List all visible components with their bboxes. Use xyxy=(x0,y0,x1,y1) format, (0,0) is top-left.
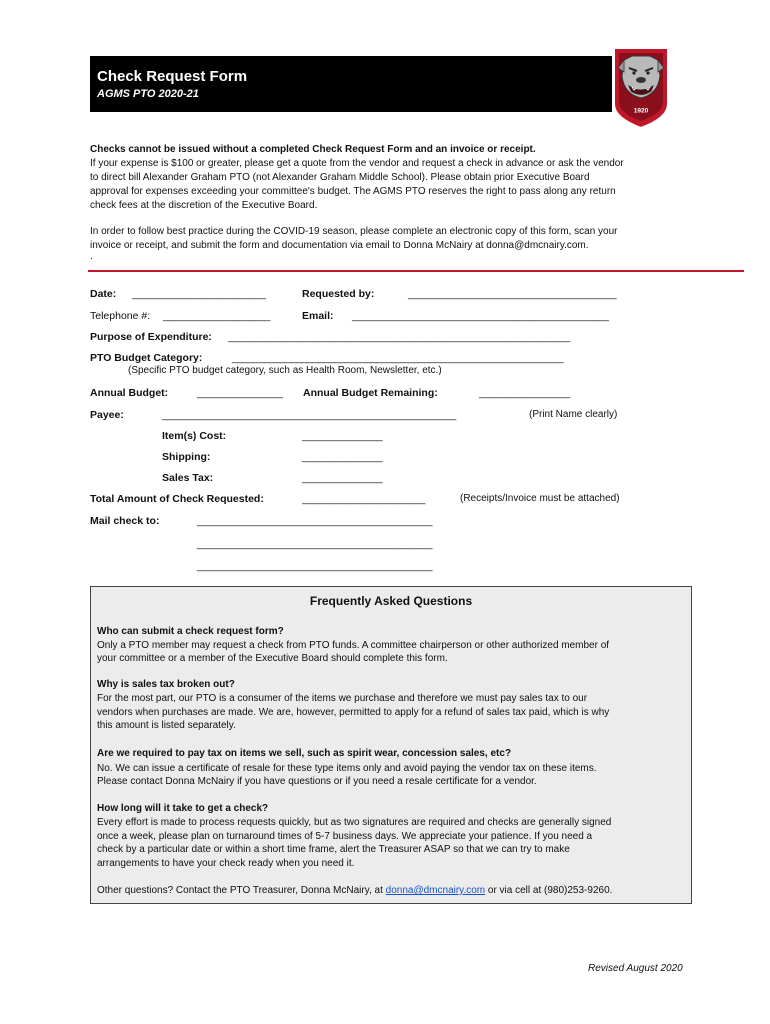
telephone-field[interactable]: ____________________ xyxy=(163,310,270,322)
faq-answer: vendors when purchases are made. We are, however, permitted to apply for a refund of sales tax paid, which is why xyxy=(97,707,610,718)
divider-rule xyxy=(88,270,744,272)
intro-line: check fees at the discretion of the Executive Board. xyxy=(90,200,318,211)
faq-answer: this amount is listed separately. xyxy=(97,720,236,731)
requested-by-field[interactable]: _______________________________________ xyxy=(408,288,617,300)
covid-line: In order to follow best practice during the COVID-19 season, please complete an electronic copy of this form, scan your xyxy=(90,226,618,237)
intro-line: approval for expenses exceeding your committee's budget. The AGMS PTO reserves the right to pass along any return xyxy=(90,186,616,197)
faq-answer: check by a particular date or within a short time frame, alert the Treasurer ASAP so that we can try to make xyxy=(97,844,570,855)
purpose-field[interactable]: ________________________________________________________________ xyxy=(228,331,570,343)
contact-text-after: or via cell at (980)253-9260. xyxy=(485,885,613,896)
requested-by-label: Requested by: xyxy=(302,288,375,300)
payee-label: Payee: xyxy=(90,409,124,421)
mail-field-line-1[interactable]: ____________________________________________ xyxy=(197,515,432,527)
form-title: Check Request Form xyxy=(97,68,248,85)
faq-question: Who can submit a check request form? xyxy=(97,626,284,637)
faq-question: Are we required to pay tax on items we sell, such as spirit wear, concession sales, etc? xyxy=(97,748,512,759)
faq-answer: your committee or a member of the Executive Board should complete this form. xyxy=(97,653,448,664)
covid-dot: . xyxy=(90,251,93,262)
mail-field-line-3[interactable]: ____________________________________________ xyxy=(197,560,432,572)
intro-line: to direct bill Alexander Graham PTO (not Alexander Graham Middle School). Please obtain prior Executive Board xyxy=(90,172,590,183)
mail-label: Mail check to: xyxy=(90,515,160,527)
shipping-field[interactable]: _______________ xyxy=(302,451,383,463)
budget-category-note: (Specific PTO budget category, such as Health Room, Newsletter, etc.) xyxy=(128,365,442,376)
intro-bold-line: Checks cannot be issued without a completed Check Request Form and an invoice or receipt. xyxy=(90,144,536,155)
revised-date: Revised August 2020 xyxy=(588,963,683,974)
logo-year: 1920 xyxy=(633,107,649,115)
email-label: Email: xyxy=(302,310,334,322)
form-subtitle: AGMS PTO 2020-21 xyxy=(97,88,199,100)
mail-field-line-2[interactable]: ____________________________________________ xyxy=(197,538,432,550)
payee-note: (Print Name clearly) xyxy=(529,409,618,420)
annual-remaining-label: Annual Budget Remaining: xyxy=(303,387,438,399)
intro-line: If your expense is $100 or greater, please get a quote from the vendor and request a check in advance or ask the vendor xyxy=(90,158,624,169)
faq-answer: Only a PTO member may request a check from PTO funds. A committee chairperson or other authorized member of xyxy=(97,640,610,651)
shipping-label: Shipping: xyxy=(162,451,211,463)
bulldog-logo xyxy=(612,46,670,130)
budget-category-field[interactable]: ______________________________________________________________ xyxy=(232,352,564,364)
sales-tax-label: Sales Tax: xyxy=(162,472,214,484)
faq-answer: No. We can issue a certificate of resale for these type items only and avoid paying the vendor tax on these items. xyxy=(97,763,597,774)
items-cost-field[interactable]: _______________ xyxy=(302,430,383,442)
date-field[interactable]: _________________________ xyxy=(132,288,266,300)
annual-remaining-field[interactable]: _________________ xyxy=(479,387,570,399)
faq-answer: For the most part, our PTO is a consumer of the items we purchase and therefore we must pay sales tax to our xyxy=(97,693,588,704)
faq-question: Why is sales tax broken out? xyxy=(97,679,235,690)
sales-tax-field[interactable]: _______________ xyxy=(302,472,383,484)
annual-budget-label: Annual Budget: xyxy=(90,387,169,399)
purpose-label: Purpose of Expenditure: xyxy=(90,331,212,343)
faq-answer: arrangements to have your check ready when you need it. xyxy=(97,858,355,869)
contact-text-before: Other questions? Contact the PTO Treasurer, Donna McNairy, at xyxy=(97,885,386,896)
payee-field[interactable]: _______________________________________________________ xyxy=(162,409,456,421)
faq-question: How long will it take to get a check? xyxy=(97,803,269,814)
total-field[interactable]: _______________________ xyxy=(302,493,425,505)
treasurer-email-link[interactable]: donna@dmcnairy.com xyxy=(385,885,486,896)
annual-budget-field[interactable]: ________________ xyxy=(197,387,283,399)
faq-title: Frequently Asked Questions xyxy=(309,594,473,608)
faq-answer: Please contact Donna McNairy if you have questions or if you need a resale certificate for a vendor. xyxy=(97,776,537,787)
budget-category-label: PTO Budget Category: xyxy=(90,352,203,364)
items-cost-label: Item(s) Cost: xyxy=(162,430,227,442)
email-field[interactable]: ________________________________________________ xyxy=(352,310,609,322)
faq-answer: Every effort is made to process requests quickly, but as two signatures are required and checks are generally signed xyxy=(97,817,612,828)
date-label: Date: xyxy=(90,288,117,300)
covid-line: invoice or receipt, and submit the form and documentation via email to Donna McNairy at donna@dmcnairy.com. xyxy=(90,240,589,251)
telephone-label: Telephone #: xyxy=(90,310,151,322)
faq-answer: once a week, please plan on turnaround times of 5-7 business days. We appreciate your patience. If you need a xyxy=(97,831,593,842)
faq-contact xyxy=(97,884,612,898)
total-label: Total Amount of Check Requested: xyxy=(90,493,264,505)
total-note: (Receipts/Invoice must be attached) xyxy=(460,493,620,504)
